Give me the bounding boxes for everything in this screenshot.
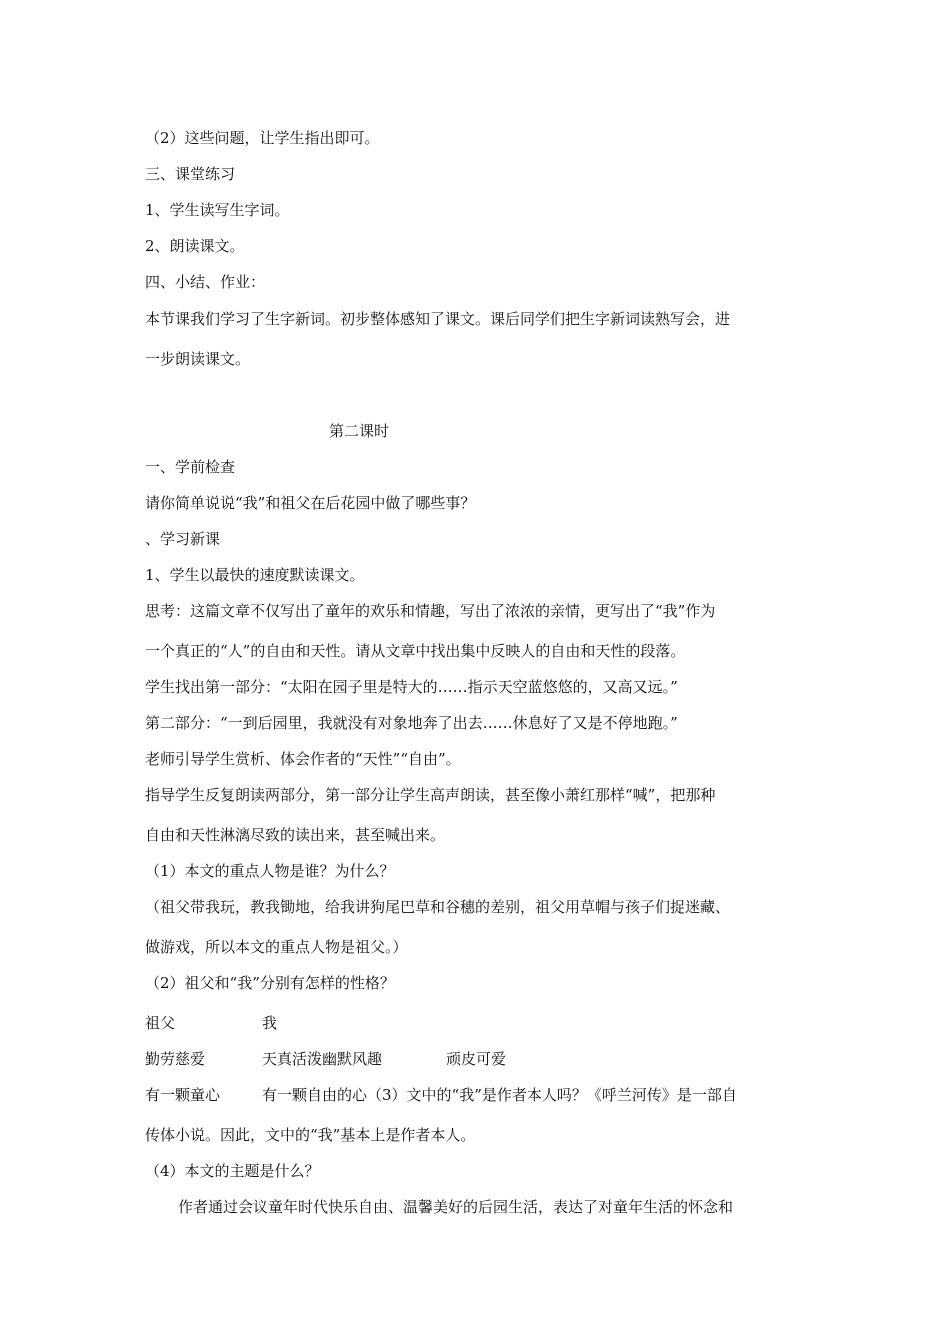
table-cell: 天真活泼幽默风趣 bbox=[262, 1050, 383, 1068]
text-line: 1、学生以最快的速度默读课文。 bbox=[145, 566, 365, 584]
text-line: 自由和天性淋漓尽致的读出来，甚至喊出来。 bbox=[145, 826, 446, 844]
text-line: 做游戏，所以本文的重点人物是祖父。） bbox=[145, 938, 408, 956]
table-cell: 有一颗童心 bbox=[145, 1086, 221, 1104]
table-cell: 顽皮可爱 bbox=[446, 1050, 507, 1068]
text-line: 传体小说。因此，文中的“我”基本上是作者本人。 bbox=[145, 1126, 476, 1144]
table-cell: 我 bbox=[262, 1014, 278, 1032]
section-heading: 一、学前检查 bbox=[145, 458, 236, 476]
question-line: （2）祖父和“我”分别有怎样的性格？ bbox=[145, 974, 395, 992]
text-line: 请你简单说说“我”和祖父在后花园中做了哪些事？ bbox=[145, 494, 476, 512]
table-cell: 勤劳慈爱 bbox=[145, 1050, 206, 1068]
text-line: 学生找出第一部分：“太阳在园子里是特大的……指示天空蓝悠悠的，又高又远。” bbox=[145, 678, 678, 696]
text-line: 指导学生反复朗读两部分，第一部分让学生高声朗读，甚至像小萧红那样“喊”，把那种 bbox=[145, 786, 716, 804]
table-cell: 祖父 bbox=[145, 1014, 176, 1032]
text-line: 作者通过会议童年时代快乐自由、温馨美好的后园生活，表达了对童年生活的怀念和 bbox=[178, 1198, 734, 1216]
text-line: 本节课我们学习了生字新词。初步整体感知了课文。课后同学们把生字新词读熟写会，进 bbox=[145, 310, 731, 328]
text-line: 第二部分：“一到后园里，我就没有对象地奔了出去……休息好了又是不停地跑。” bbox=[145, 714, 678, 732]
question-line: （4）本文的主题是什么？ bbox=[145, 1162, 320, 1180]
text-line: 思考：这篇文章不仅写出了童年的欢乐和情趣，写出了浓浓的亲情，更写出了“我”作为 bbox=[145, 602, 716, 620]
text-line: （祖父带我玩，教我锄地，给我讲狗尾巴草和谷穗的差别，祖父用草帽与孩子们捉迷藏、 bbox=[145, 898, 731, 916]
text-line: 2、朗读课文。 bbox=[145, 237, 245, 255]
text-line: 老师引导学生赏析、体会作者的“天性”“自由”。 bbox=[145, 750, 461, 768]
question-line: （1）本文的重点人物是谁？为什么？ bbox=[145, 862, 395, 880]
section-heading: 三、课堂练习 bbox=[145, 165, 236, 183]
text-line: （2）这些问题，让学生指出即可。 bbox=[145, 129, 380, 147]
lesson-title: 第二课时 bbox=[329, 422, 390, 440]
text-line: 一个真正的“人”的自由和天性。请从文章中找出集中反映人的自由和天性的段落。 bbox=[145, 642, 686, 660]
text-line: 有一颗自由的心（3）文中的“我”是作者本人吗？《呼兰河传》是一部自 bbox=[262, 1086, 737, 1104]
text-line: 一步朗读课文。 bbox=[145, 350, 251, 368]
section-heading: 、学习新课 bbox=[145, 530, 221, 548]
section-heading: 四、小结、作业： bbox=[145, 273, 266, 291]
text-line: 1、学生读写生字词。 bbox=[145, 201, 290, 219]
